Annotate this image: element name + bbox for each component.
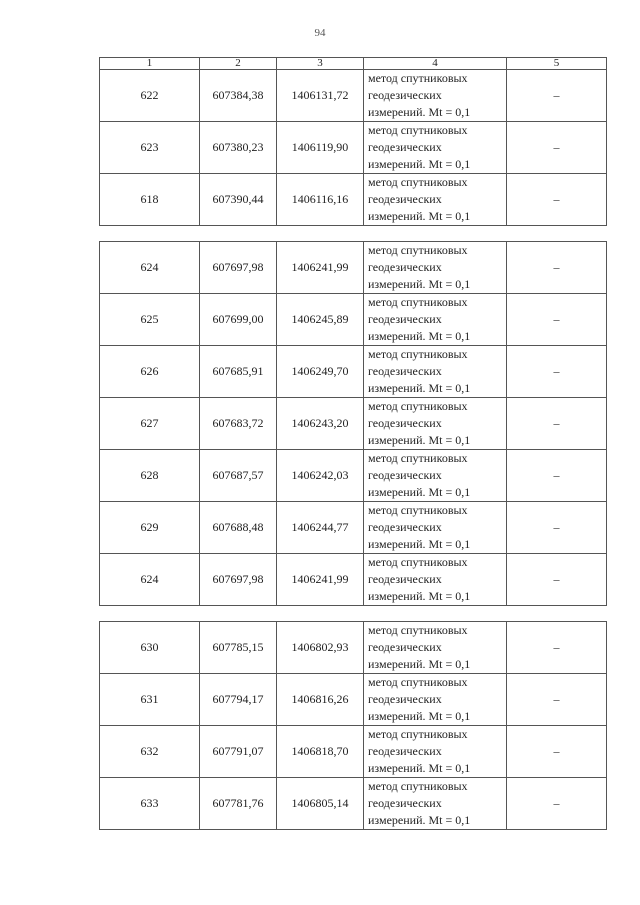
- method-text-line: геодезических: [368, 364, 442, 378]
- method-text-line: геодезических: [368, 140, 442, 154]
- point-number-cell: 622: [100, 70, 200, 122]
- method-text-line: измерений. Mt = 0,1: [368, 537, 471, 551]
- point-number-cell: 630: [100, 622, 200, 674]
- y-coordinate-cell: 1406244,77: [277, 502, 364, 554]
- point-number-cell: 627: [100, 398, 200, 450]
- method-text-line: измерений. Mt = 0,1: [368, 209, 471, 223]
- table-row: [100, 122, 607, 174]
- method-text-line: метод спутниковых: [368, 175, 468, 189]
- x-coordinate-cell: 607785,15: [200, 622, 277, 674]
- notes-cell: –: [507, 174, 607, 226]
- method-text-line: геодезических: [368, 416, 442, 430]
- table-row: [100, 242, 607, 294]
- method-text-line: геодезических: [368, 692, 442, 706]
- method-cell: [364, 450, 507, 502]
- table-row: [100, 502, 607, 554]
- table-row: [100, 622, 607, 674]
- method-text-line: геодезических: [368, 312, 442, 326]
- point-number-cell: 618: [100, 174, 200, 226]
- point-number-cell: 628: [100, 450, 200, 502]
- column-header: 3: [277, 58, 364, 70]
- method-text-line: геодезических: [368, 192, 442, 206]
- method-text-line: измерений. Mt = 0,1: [368, 589, 471, 603]
- notes-cell: –: [507, 622, 607, 674]
- notes-cell: –: [507, 346, 607, 398]
- method-cell: [364, 346, 507, 398]
- method-text-line: измерений. Mt = 0,1: [368, 329, 471, 343]
- group-separator: [100, 226, 607, 242]
- method-cell: [364, 502, 507, 554]
- method-text-line: метод спутниковых: [368, 123, 468, 137]
- method-text-line: геодезических: [368, 744, 442, 758]
- y-coordinate-cell: 1406241,99: [277, 554, 364, 606]
- y-coordinate-cell: 1406805,14: [277, 778, 364, 830]
- notes-cell: –: [507, 450, 607, 502]
- notes-cell: –: [507, 122, 607, 174]
- y-coordinate-cell: 1406131,72: [277, 70, 364, 122]
- column-header: 5: [507, 58, 607, 70]
- point-number-cell: 624: [100, 554, 200, 606]
- y-coordinate-cell: 1406119,90: [277, 122, 364, 174]
- method-cell: [364, 674, 507, 726]
- x-coordinate-cell: 607687,57: [200, 450, 277, 502]
- column-header: 2: [200, 58, 277, 70]
- group-separator: [100, 606, 607, 622]
- x-coordinate-cell: 607697,98: [200, 554, 277, 606]
- coordinates-table: [99, 57, 607, 830]
- method-text-line: геодезических: [368, 796, 442, 810]
- method-cell: [364, 778, 507, 830]
- x-coordinate-cell: 607794,17: [200, 674, 277, 726]
- notes-cell: –: [507, 778, 607, 830]
- method-text-line: метод спутниковых: [368, 623, 468, 637]
- method-text-line: метод спутниковых: [368, 399, 468, 413]
- y-coordinate-cell: 1406116,16: [277, 174, 364, 226]
- y-coordinate-cell: 1406802,93: [277, 622, 364, 674]
- y-coordinate-cell: 1406241,99: [277, 242, 364, 294]
- method-text-line: измерений. Mt = 0,1: [368, 433, 471, 447]
- method-text-line: геодезических: [368, 468, 442, 482]
- notes-cell: –: [507, 502, 607, 554]
- point-number-cell: 631: [100, 674, 200, 726]
- column-header: 1: [100, 58, 200, 70]
- point-number-cell: 623: [100, 122, 200, 174]
- method-text-line: измерений. Mt = 0,1: [368, 381, 471, 395]
- notes-cell: –: [507, 674, 607, 726]
- method-cell: [364, 398, 507, 450]
- point-number-cell: 633: [100, 778, 200, 830]
- method-text-line: геодезических: [368, 88, 442, 102]
- x-coordinate-cell: 607791,07: [200, 726, 277, 778]
- point-number-cell: 632: [100, 726, 200, 778]
- method-text-line: измерений. Mt = 0,1: [368, 277, 471, 291]
- table-row: [100, 70, 607, 122]
- separator-cell: [100, 226, 607, 242]
- method-text-line: геодезических: [368, 640, 442, 654]
- method-text-line: геодезических: [368, 572, 442, 586]
- column-header: 4: [364, 58, 507, 70]
- method-text-line: геодезических: [368, 520, 442, 534]
- x-coordinate-cell: 607384,38: [200, 70, 277, 122]
- method-text-line: метод спутниковых: [368, 503, 468, 517]
- method-cell: [364, 726, 507, 778]
- point-number-cell: 625: [100, 294, 200, 346]
- method-cell: [364, 294, 507, 346]
- notes-cell: –: [507, 726, 607, 778]
- table-header-row: [100, 58, 607, 70]
- y-coordinate-cell: 1406242,03: [277, 450, 364, 502]
- method-text-line: измерений. Mt = 0,1: [368, 813, 471, 827]
- method-text-line: измерений. Mt = 0,1: [368, 157, 471, 171]
- point-number-cell: 626: [100, 346, 200, 398]
- x-coordinate-cell: 607683,72: [200, 398, 277, 450]
- method-text-line: измерений. Mt = 0,1: [368, 657, 471, 671]
- notes-cell: –: [507, 554, 607, 606]
- method-text-line: метод спутниковых: [368, 675, 468, 689]
- notes-cell: –: [507, 294, 607, 346]
- table-row: [100, 554, 607, 606]
- table-row: [100, 726, 607, 778]
- table-row: [100, 778, 607, 830]
- method-cell: [364, 122, 507, 174]
- y-coordinate-cell: 1406245,89: [277, 294, 364, 346]
- x-coordinate-cell: 607699,00: [200, 294, 277, 346]
- method-text-line: измерений. Mt = 0,1: [368, 761, 471, 775]
- method-text-line: метод спутниковых: [368, 243, 468, 257]
- notes-cell: –: [507, 70, 607, 122]
- method-cell: [364, 622, 507, 674]
- method-text-line: метод спутниковых: [368, 347, 468, 361]
- separator-cell: [100, 606, 607, 622]
- method-text-line: геодезических: [368, 260, 442, 274]
- table-row: [100, 174, 607, 226]
- method-text-line: метод спутниковых: [368, 295, 468, 309]
- page-number: 94: [314, 27, 326, 39]
- x-coordinate-cell: 607390,44: [200, 174, 277, 226]
- method-text-line: метод спутниковых: [368, 451, 468, 465]
- table-row: [100, 674, 607, 726]
- y-coordinate-cell: 1406816,26: [277, 674, 364, 726]
- method-cell: [364, 554, 507, 606]
- method-cell: [364, 174, 507, 226]
- point-number-cell: 629: [100, 502, 200, 554]
- table-row: [100, 450, 607, 502]
- point-number-cell: 624: [100, 242, 200, 294]
- x-coordinate-cell: 607781,76: [200, 778, 277, 830]
- method-text-line: метод спутниковых: [368, 71, 468, 85]
- table-row: [100, 346, 607, 398]
- method-text-line: измерений. Mt = 0,1: [368, 485, 471, 499]
- notes-cell: –: [507, 242, 607, 294]
- y-coordinate-cell: 1406249,70: [277, 346, 364, 398]
- method-cell: [364, 242, 507, 294]
- method-cell: [364, 70, 507, 122]
- y-coordinate-cell: 1406818,70: [277, 726, 364, 778]
- method-text-line: измерений. Mt = 0,1: [368, 105, 471, 119]
- method-text-line: измерений. Mt = 0,1: [368, 709, 471, 723]
- method-text-line: метод спутниковых: [368, 779, 468, 793]
- x-coordinate-cell: 607688,48: [200, 502, 277, 554]
- notes-cell: –: [507, 398, 607, 450]
- x-coordinate-cell: 607380,23: [200, 122, 277, 174]
- method-text-line: метод спутниковых: [368, 727, 468, 741]
- x-coordinate-cell: 607697,98: [200, 242, 277, 294]
- table-row: [100, 398, 607, 450]
- x-coordinate-cell: 607685,91: [200, 346, 277, 398]
- table-row: [100, 294, 607, 346]
- y-coordinate-cell: 1406243,20: [277, 398, 364, 450]
- method-text-line: метод спутниковых: [368, 555, 468, 569]
